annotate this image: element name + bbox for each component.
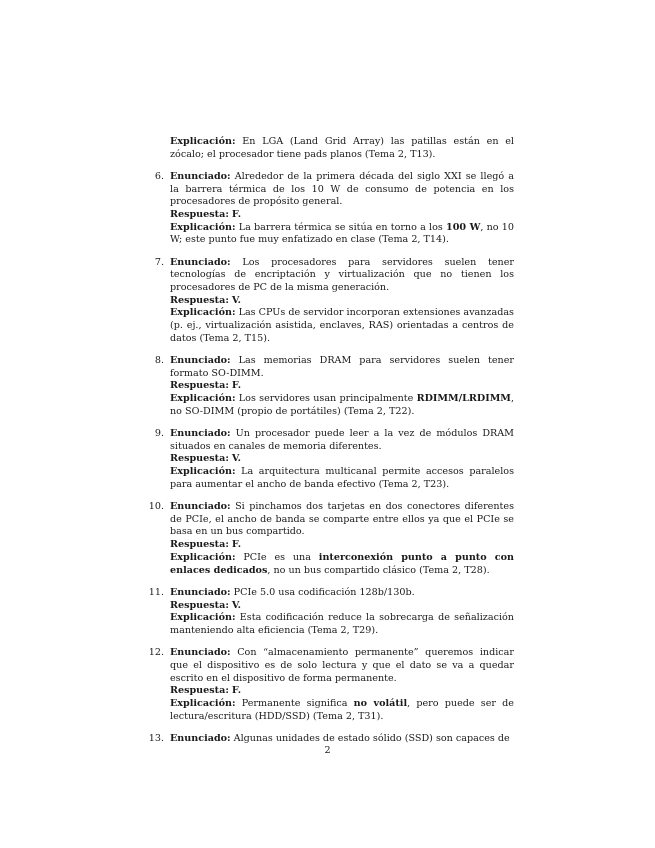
- explicacion-label: Explicación:: [170, 551, 236, 563]
- explicacion-label: Explicación:: [170, 221, 236, 233]
- respuesta-label: Respuesta:: [170, 294, 229, 306]
- explicacion-text: Esta codificación reduce la sobrecarga de señalización manteniendo alta eficiencia (Tema 2, T29).: [170, 612, 514, 636]
- explicacion-text: PCIe es una: [243, 551, 319, 563]
- explicacion-text: Los servidores usan principalmente: [238, 393, 417, 405]
- page-number: 2: [324, 745, 331, 756]
- document-body: [148, 136, 514, 755]
- question-number: 7.: [154, 256, 164, 268]
- enunciado-text: Si pinchamos dos tarjetas en dos conectores diferentes de PCIe, el ancho de banda se comparte entre ellos ya que el PCIe se basa en un bus compartido.: [170, 501, 514, 538]
- explicacion-emphasis: no volátil: [353, 697, 408, 709]
- question-item: [148, 586, 514, 638]
- respuesta-value: F.: [231, 539, 242, 551]
- explicacion-text-end: , no 10 W; este punto fue muy enfatizado en clase (Tema 2, T14).: [170, 221, 514, 246]
- question-item: [154, 355, 514, 419]
- question-item: [154, 170, 514, 247]
- enunciado-text: Algunas unidades de estado sólido (SSD) son capaces de: [233, 732, 510, 744]
- respuesta-value: V.: [231, 294, 242, 306]
- question-item: [154, 256, 514, 346]
- respuesta-label: Respuesta:: [170, 209, 229, 221]
- question-number: 9.: [154, 428, 164, 440]
- enunciado-label: Enunciado:: [170, 355, 231, 367]
- explicacion-emphasis: 100 W: [446, 221, 481, 233]
- respuesta-label: Respuesta:: [170, 539, 229, 551]
- explicacion-text: La barrera térmica se sitúa en torno a los: [238, 221, 447, 233]
- explicacion-text-end: , no SO-DIMM (propio de portátiles) (Tema 2, T22).: [170, 393, 514, 417]
- explicacion-label: Explicación:: [170, 393, 236, 405]
- enunciado-label: Enunciado:: [170, 428, 231, 440]
- enunciado-text: Los procesadores para servidores suelen tener tecnologías de encriptación y virtualización que no tienen los procesadores de PC de la misma generación.: [170, 256, 514, 294]
- respuesta-label: Respuesta:: [170, 380, 229, 392]
- explicacion-label: Explicación:: [170, 136, 236, 147]
- respuesta-value: F.: [231, 380, 242, 392]
- explicacion-emphasis: interconexión punto a punto con enlaces dedicados: [170, 551, 514, 576]
- question-number: 10.: [148, 501, 164, 513]
- explicacion-label: Explicación:: [170, 697, 236, 709]
- enunciado-text: Un procesador puede leer a la vez de módulos DRAM situados en canales de memoria diferentes.: [170, 428, 514, 452]
- explicacion-text: La arquitectura multicanal permite accesos paralelos para aumentar el ancho de banda efectivo (Tema 2, T23).: [170, 466, 514, 490]
- question-item: [154, 428, 514, 492]
- carryover-item: [170, 136, 514, 161]
- explicacion-text-end: , no un bus compartido clásico (Tema 2, T28).: [267, 564, 490, 576]
- enunciado-label: Enunciado:: [170, 170, 231, 182]
- respuesta-label: Respuesta:: [170, 599, 229, 611]
- question-number: 12.: [148, 647, 164, 659]
- respuesta-label: Respuesta:: [170, 453, 229, 465]
- enunciado-label: Enunciado:: [170, 732, 231, 744]
- respuesta-label: Respuesta:: [170, 685, 229, 697]
- enunciado-label: Enunciado:: [170, 256, 231, 268]
- explicacion-label: Explicación:: [170, 307, 236, 319]
- enunciado-text: PCIe 5.0 usa codificación 128b/130b.: [233, 586, 415, 598]
- enunciado-text: Las memorias DRAM para servidores suelen tener formato SO-DIMM.: [170, 355, 514, 379]
- explicacion-text: Las CPUs de servidor incorporan extensiones avanzadas (p. ej., virtualización asistida, enclaves, RAS) orientadas a centros de datos (Tema 2, T15).: [170, 307, 514, 344]
- question-number: 8.: [154, 355, 164, 367]
- explicacion-text: En LGA (Land Grid Array) las patillas están en el zócalo; el procesador tiene pads planos (Tema 2, T13).: [170, 136, 514, 160]
- explicacion-text: Permanente significa: [241, 697, 354, 709]
- enunciado-label: Enunciado:: [170, 501, 231, 513]
- respuesta-value: F.: [231, 209, 242, 221]
- question-item: [148, 647, 514, 723]
- question-number: 13.: [148, 732, 164, 744]
- respuesta-value: V.: [231, 599, 242, 611]
- question-number: 6.: [154, 170, 164, 182]
- question-number: 11.: [148, 586, 164, 598]
- enunciado-label: Enunciado:: [170, 647, 231, 659]
- explicacion-label: Explicación:: [170, 466, 236, 478]
- enunciado-text: Con “almacenamiento permanente” queremos indicar que el dispositivo es de solo lectura y que el dato se va a quedar escrito en el dispositivo de forma permanente.: [170, 647, 514, 684]
- question-item: [148, 501, 514, 577]
- enunciado-text: Alrededor de la primera década del siglo XXI se llegó a la barrera térmica de los 10 W de consumo de potencia en los procesadores de propósito general.: [170, 170, 514, 208]
- question-item: [148, 732, 514, 746]
- explicacion-emphasis: RDIMM/LRDIMM: [416, 393, 511, 405]
- explicacion-text-end: , pero puede ser de lectura/escritura (HDD/SSD) (Tema 2, T31).: [170, 697, 514, 722]
- respuesta-value: F.: [231, 685, 242, 697]
- enunciado-label: Enunciado:: [170, 586, 231, 598]
- respuesta-value: V.: [231, 453, 242, 465]
- explicacion-label: Explicación:: [170, 612, 236, 624]
